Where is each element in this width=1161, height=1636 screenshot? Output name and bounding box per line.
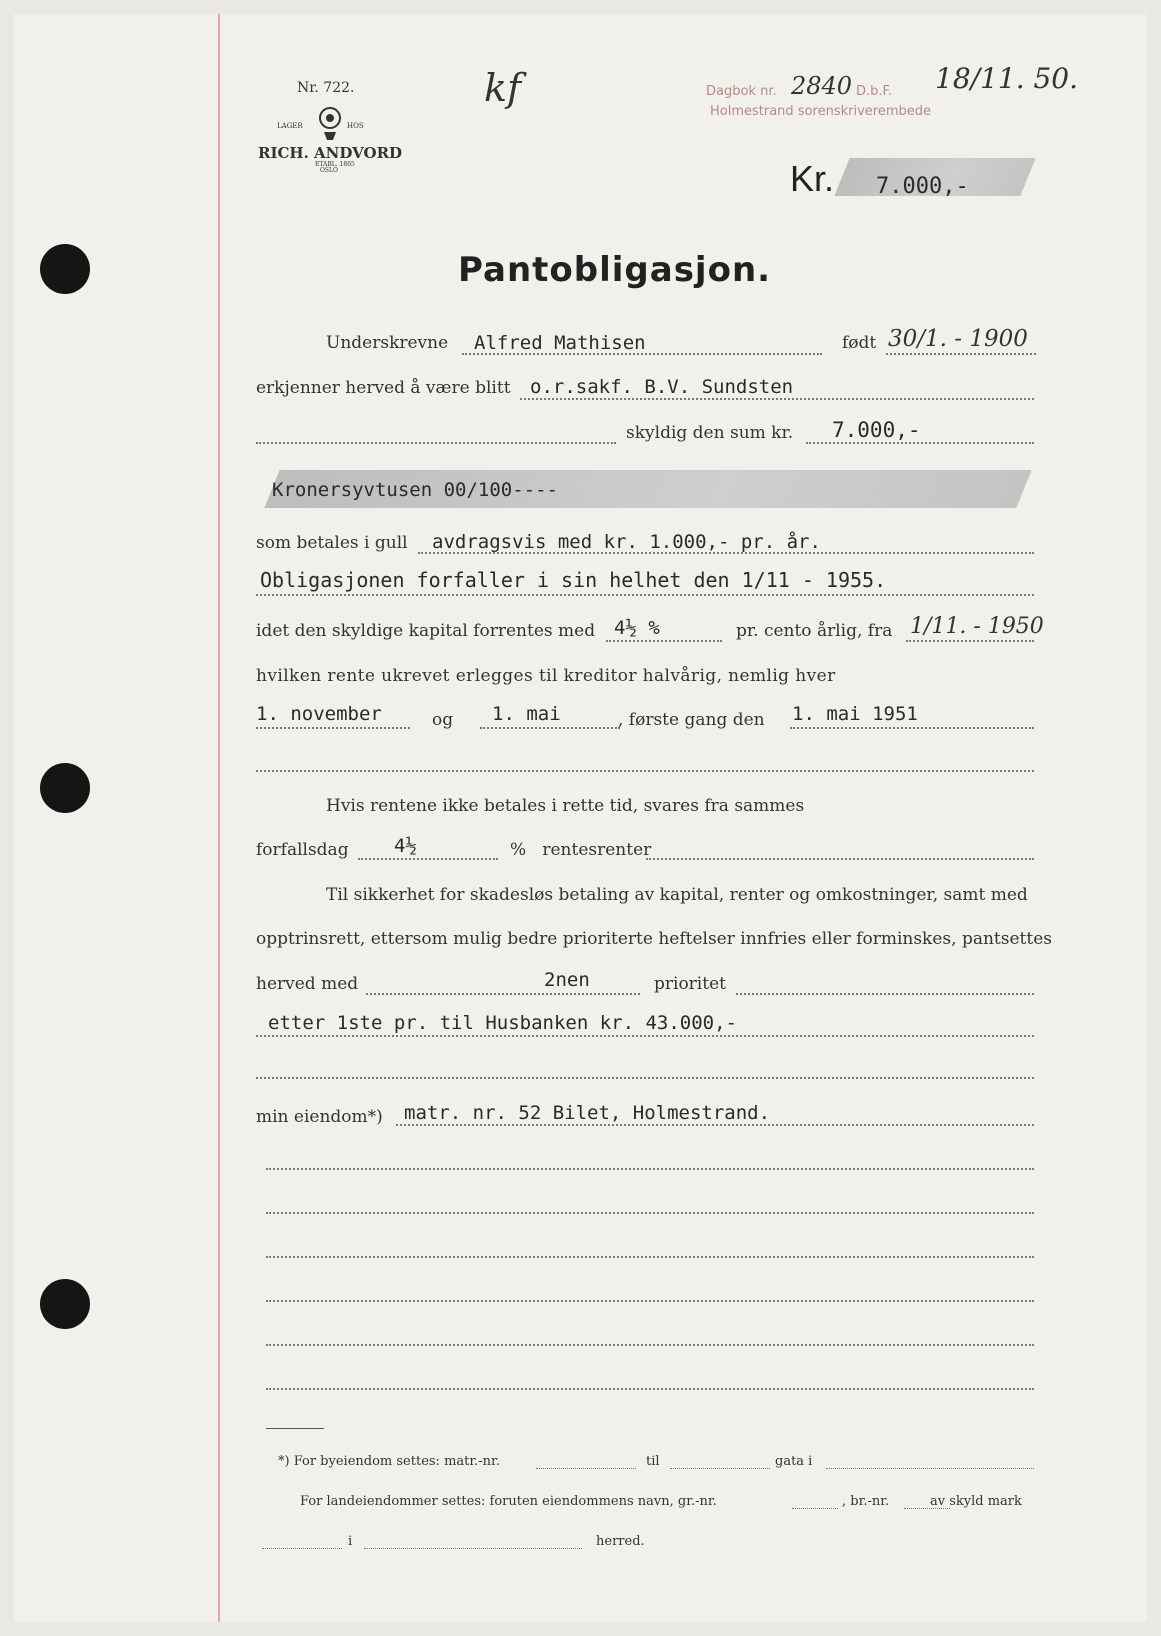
property-label: min eiendom*): [256, 1107, 383, 1127]
dotted-line: [256, 1035, 1034, 1037]
footnote-line3-a: i: [348, 1534, 353, 1549]
property-value: matr. nr. 52 Bilet, Holmestrand.: [404, 1102, 771, 1124]
interest-from: 1/11. - 1950: [910, 614, 1044, 639]
og-label: og: [432, 710, 454, 730]
payment-text: hvilken rente ukrevet erlegges til kreditor halvårig, nemlig hver: [256, 666, 836, 686]
punch-hole: [40, 244, 90, 294]
footnote-line2-c: av skyld mark: [930, 1494, 1022, 1509]
dotted-line: [520, 398, 1034, 400]
margin-line: [218, 14, 220, 1622]
dotted-line: [256, 1077, 1034, 1079]
dotted-line: [256, 594, 1034, 596]
dotted-line: [480, 727, 620, 729]
priority-value: 2nen: [544, 969, 590, 991]
stamp-suffix: D.b.F.: [856, 84, 893, 99]
dotted-line: [792, 1508, 838, 1509]
maker-logo: [258, 102, 403, 174]
born-label: født: [842, 333, 877, 353]
maker-city: OSLO: [320, 167, 338, 174]
footnote-line2-b: , br.-nr.: [842, 1494, 890, 1509]
maker-small-right: HOS: [347, 122, 364, 130]
due-note: Obligasjonen forfaller i sin helhet den 1/11 - 1955.: [260, 568, 887, 592]
dotted-line: [358, 858, 498, 860]
dotted-line: [670, 1468, 770, 1469]
stamp-date: 18/11. 50.: [935, 62, 1079, 95]
dotted-line: [906, 640, 1034, 642]
dotted-line: [256, 727, 410, 729]
initials-signature: kf: [484, 66, 522, 110]
emblem-icon: [315, 104, 345, 142]
footnote-line2-a: For landeiendommer settes: foruten eiendommens navn, gr.-nr.: [300, 1494, 717, 1509]
dotted-line: [790, 727, 1034, 729]
acknowledge-label: erkjenner herved å være blitt: [256, 378, 511, 398]
dotted-line: [536, 1468, 636, 1469]
paid-in-gold-label: som betales i gull: [256, 533, 408, 553]
stamp-prefix: Dagbok nr.: [706, 84, 777, 99]
dotted-line: [736, 993, 1034, 995]
priority-label: prioritet: [654, 974, 726, 994]
dotted-line: [262, 1548, 342, 1549]
debtor-name: Alfred Mathisen: [474, 332, 646, 354]
stamp-number: 2840: [791, 72, 853, 100]
interest-rate: 4½ %: [614, 617, 660, 639]
term-one: 1. november: [256, 703, 382, 725]
dotted-line: [256, 442, 616, 444]
kr-label: Kr.: [790, 158, 835, 199]
punch-hole: [40, 1279, 90, 1329]
term-two: 1. mai: [492, 703, 561, 725]
footnote-line1-a: *) For byeiendom settes: matr.-nr.: [278, 1454, 500, 1469]
document-title: Pantobligasjon.: [458, 250, 772, 290]
first-time-date: 1. mai 1951: [792, 703, 918, 725]
dotted-line: [364, 1548, 582, 1549]
amount-words: Kronersyvtusen 00/100----: [272, 479, 558, 501]
punch-hole: [40, 763, 90, 813]
herved-label: herved med: [256, 974, 359, 994]
dotted-line: [266, 1388, 1034, 1390]
security-text-1: Til sikkerhet for skadesløs betaling av kapital, renter og omkostninger, samt med: [326, 885, 1028, 905]
dotted-line: [606, 640, 722, 642]
dotted-line: [886, 353, 1036, 355]
born-date: 30/1. - 1900: [888, 326, 1028, 352]
owe-label: skyldig den sum kr.: [626, 423, 794, 443]
dotted-line: [266, 1256, 1034, 1258]
footnote-rule: [266, 1428, 324, 1429]
interest-label-b: pr. cento årlig, fra: [736, 621, 893, 641]
maker-est: ETABL. 1865: [315, 161, 355, 168]
maker-small-left: LAGER: [277, 122, 303, 130]
late-rate: 4½: [394, 835, 417, 857]
footnote-line1-c: gata i: [775, 1454, 813, 1469]
footnote-line3-b: herred.: [596, 1534, 645, 1549]
late-text: Hvis rentene ikke betales i rette tid, svares fra sammes: [326, 796, 805, 816]
installments: avdragsvis med kr. 1.000,- pr. år.: [432, 531, 821, 553]
dotted-line: [396, 1124, 1034, 1126]
dotted-line: [826, 1468, 1034, 1469]
creditor-name: o.r.sakf. B.V. Sundsten: [530, 376, 794, 398]
dotted-line: [806, 442, 1034, 444]
dotted-line: [366, 993, 640, 995]
kr-amount: 7.000,-: [876, 174, 969, 199]
dotted-line: [256, 770, 1034, 772]
dotted-line: [266, 1344, 1034, 1346]
first-time-label: , første gang den: [618, 710, 765, 730]
due-day-label: forfallsdag: [256, 840, 349, 860]
form-number: Nr. 722.: [297, 80, 355, 96]
dotted-line: [646, 858, 1034, 860]
priority-after: etter 1ste pr. til Husbanken kr. 43.000,-: [268, 1012, 737, 1034]
owe-amount: 7.000,-: [832, 418, 921, 442]
security-text-2: opptrinsrett, ettersom mulig bedre prioriterte heftelser innfries eller forminskes, pantsettes: [256, 929, 1052, 949]
maker-name: RICH. ANDVORD: [258, 144, 403, 162]
late-percent-label: % rentesrenter: [510, 840, 652, 860]
interest-label-a: idet den skyldige kapital forrentes med: [256, 621, 596, 641]
dotted-line: [266, 1212, 1034, 1214]
undersigned-label: Underskrevne: [326, 333, 449, 353]
dotted-line: [266, 1300, 1034, 1302]
dotted-line: [266, 1168, 1034, 1170]
stamp-office: Holmestrand sorenskriverembede: [710, 104, 931, 119]
footnote-line1-b: til: [646, 1454, 660, 1469]
